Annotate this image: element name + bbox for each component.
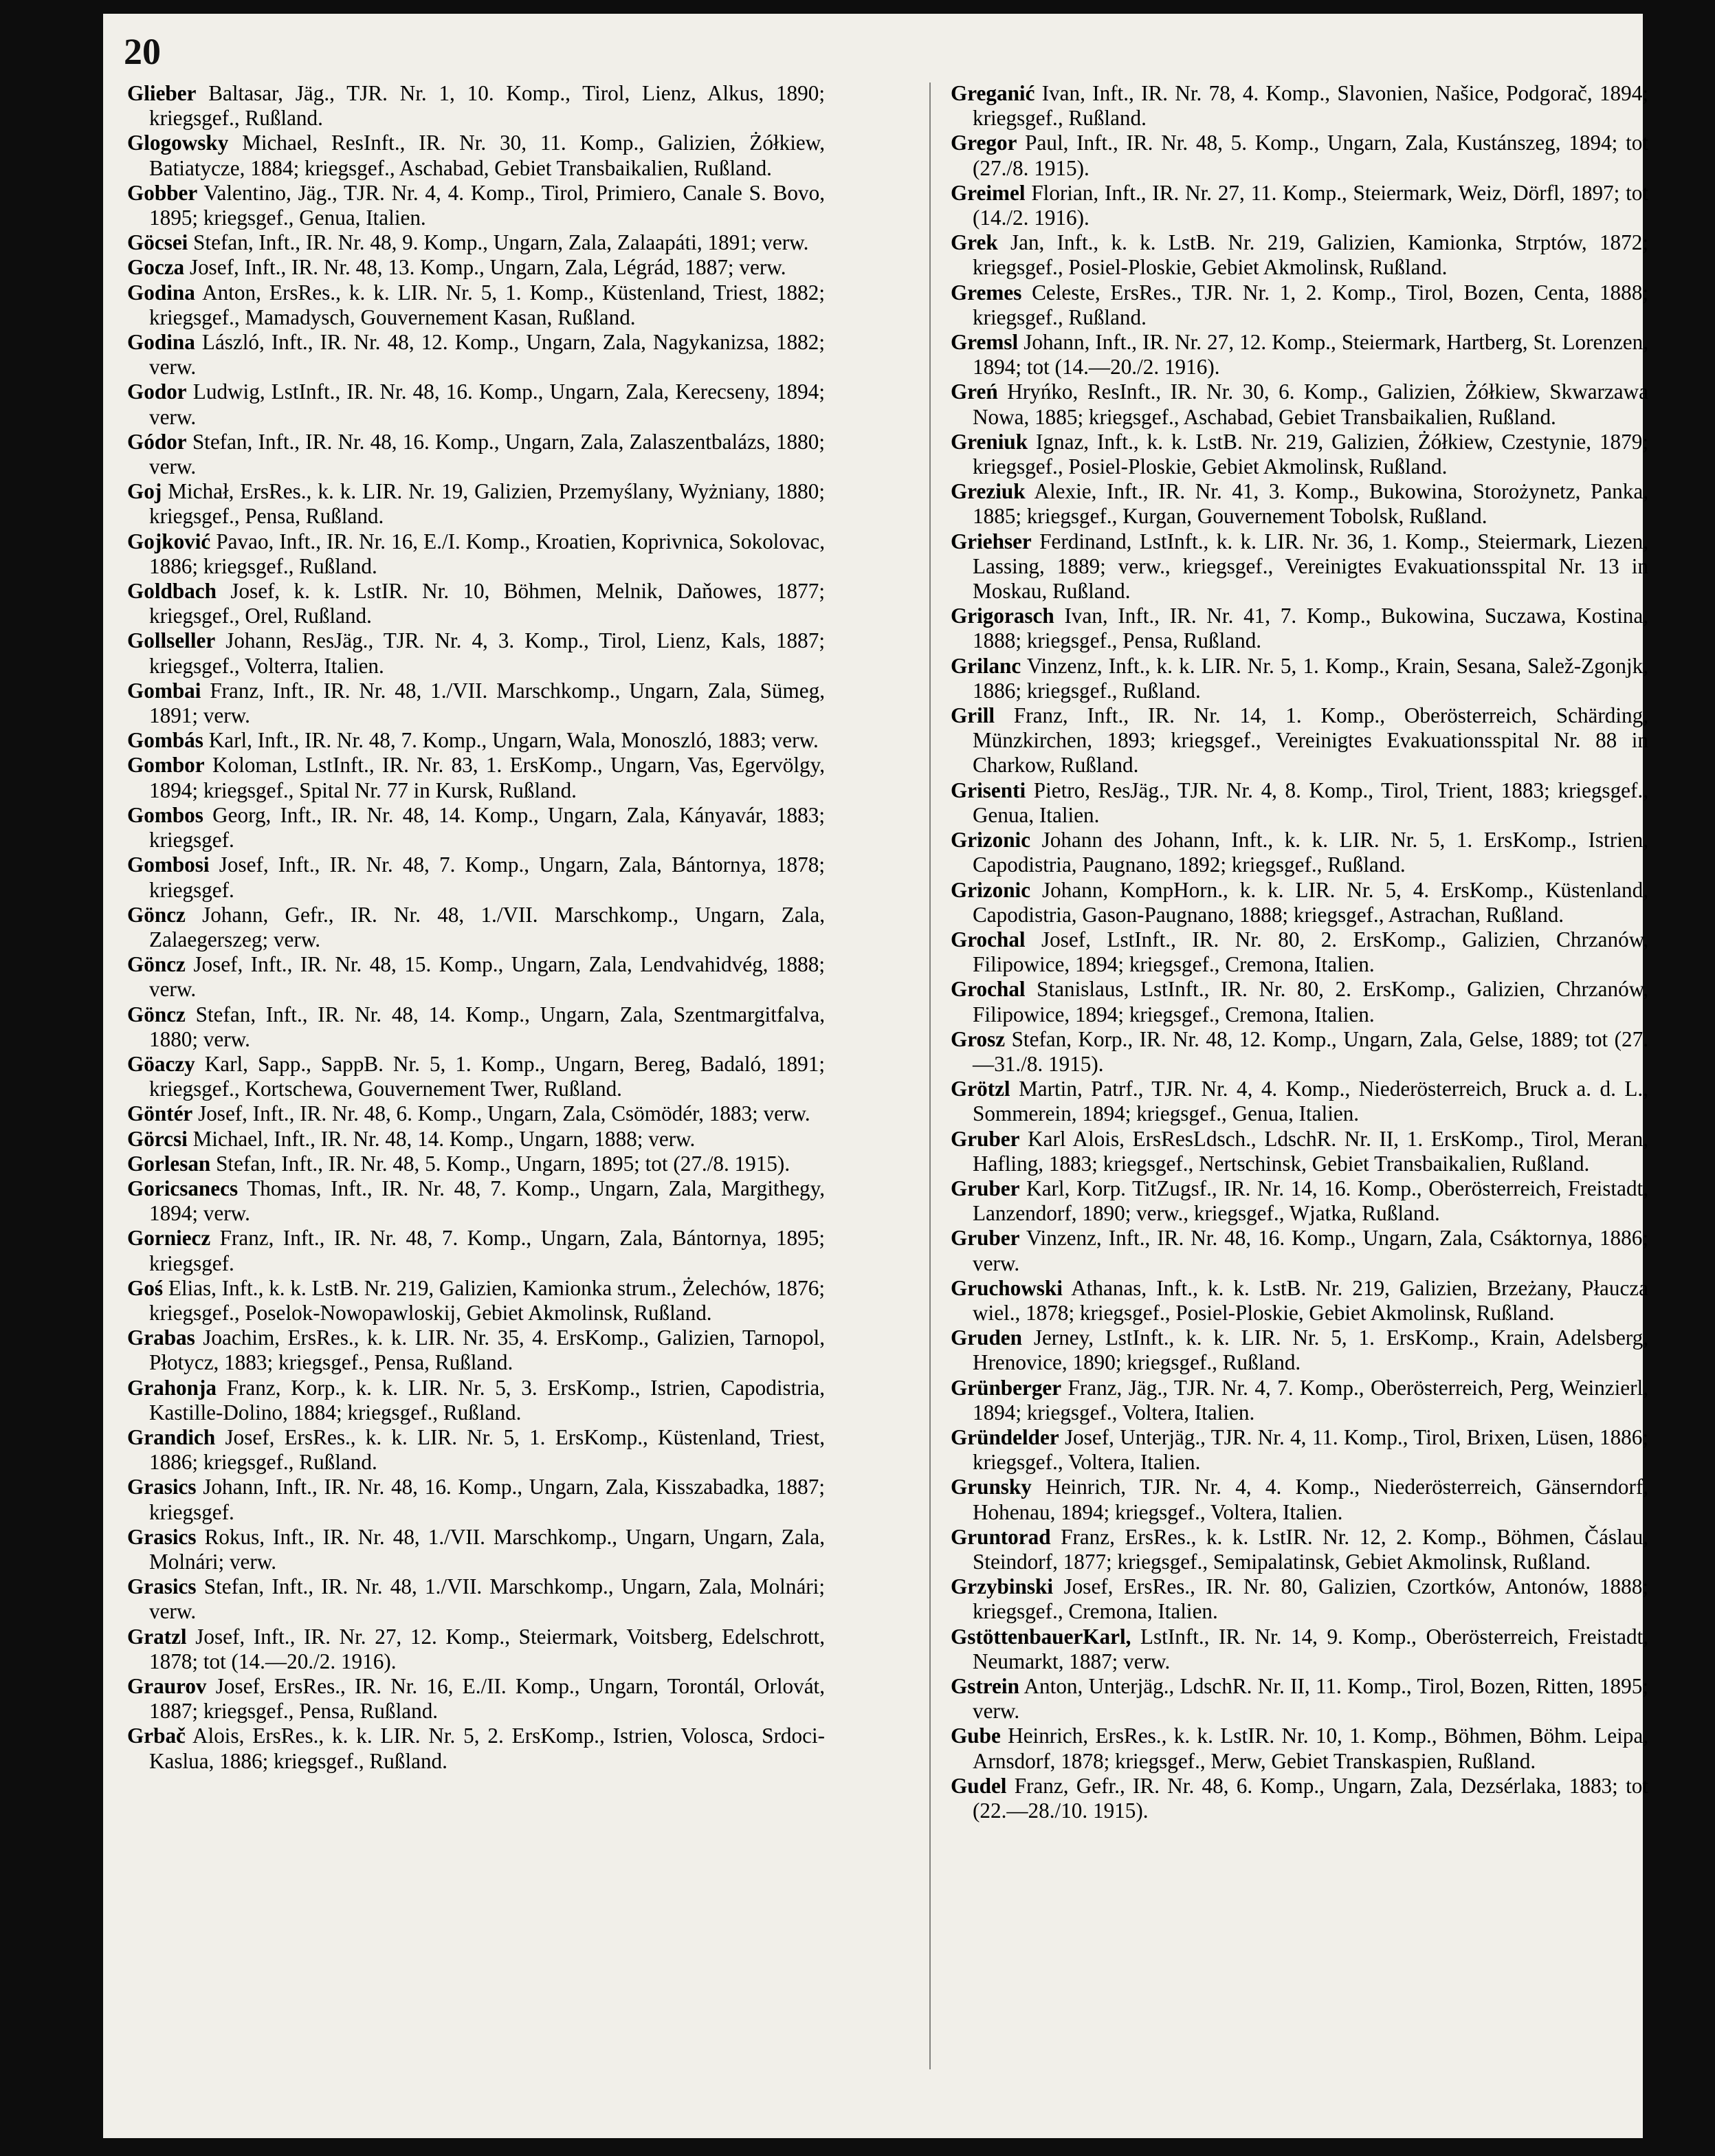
- casualty-entry: [951, 828, 1648, 877]
- entry-details: Stefan, Korp., IR. Nr. 48, 12. Komp., Ungarn, Zala, Gelse, 1889; tot (27.—31./8. 1915).: [973, 1026, 1649, 1076]
- casualty-entry: [951, 280, 1648, 330]
- entry-surname: Goldbach: [127, 579, 217, 604]
- entry-details: Alois, ErsRes., k. k. LIR. Nr. 5, 2. ErsKomp., Istrien, Volosca, Srdoci-Kaslua, 1886; kriegsgef., Rußland.: [149, 1724, 825, 1773]
- entry-details: Ferdinand, LstInft., k. k. LIR. Nr. 36, 1. Komp., Steiermark, Liezen, Lassing, 1889; verw., kriegsgef., Vereinigtes Evakuationsspital Nr. 13 in Moskau, Rußland.: [973, 529, 1649, 604]
- entry-surname: Göcsei: [127, 230, 188, 255]
- casualty-entry: [127, 1176, 825, 1226]
- entry-details: Stefan, Inft., IR. Nr. 48, 14. Komp., Ungarn, Zala, Szentmargitfalva, 1880; verw.: [149, 1002, 826, 1051]
- entry-surname: Grisenti: [951, 778, 1026, 802]
- entry-surname: Göncz: [127, 902, 186, 927]
- entry-surname: Gruchowski: [951, 1275, 1063, 1300]
- casualty-entry: [951, 778, 1648, 828]
- casualty-entry: [127, 1574, 825, 1624]
- casualty-entry: [951, 1176, 1648, 1226]
- entry-surname: Gruber: [951, 1126, 1020, 1151]
- entry-details: Stefan, Inft., IR. Nr. 48, 16. Komp., Ungarn, Zala, Zalaszentbalázs, 1880; verw.: [149, 429, 825, 479]
- entry-details: Vinzenz, Inft., k. k. LIR. Nr. 5, 1. Komp., Krain, Sesana, Salež-Zgonjk, 1886; kriegsgef., Rußland.: [973, 653, 1648, 703]
- entry-surname: Gruden: [951, 1326, 1022, 1350]
- casualty-entry: [951, 878, 1648, 927]
- entry-details: Johann, Inft., IR. Nr. 48, 16. Komp., Ungarn, Zala, Kisszabadka, 1887; kriegsgef.: [149, 1475, 826, 1524]
- entry-surname: Gremsl: [951, 330, 1019, 355]
- entry-details: Johann, Gefr., IR. Nr. 48, 1./VII. Marschkomp., Ungarn, Zala, Zalaegerszeg; verw.: [149, 902, 826, 952]
- entry-details: Josef, Unterjäg., TJR. Nr. 4, 11. Komp., Tirol, Brixen, Lüsen, 1886; kriegsgef., Voltera, Italien.: [973, 1424, 1649, 1475]
- entry-details: Josef, Inft., IR. Nr. 48, 13. Komp., Ungarn, Zala, Légrád, 1887; verw.: [189, 255, 786, 280]
- entry-surname: Grahonja: [127, 1375, 217, 1400]
- entry-details: Franz, Gefr., IR. Nr. 48, 6. Komp., Ungarn, Zala, Dezsérlaka, 1883; tot (22.—28./10. 1915).: [973, 1773, 1648, 1823]
- casualty-entry: [127, 230, 825, 255]
- entry-surname: Grbač: [127, 1724, 186, 1748]
- casualty-entry: [127, 1002, 825, 1052]
- left-column: [127, 81, 825, 1774]
- entry-details: Josef, Inft., IR. Nr. 27, 12. Komp., Steiermark, Voitsberg, Edelschrott, 1878; tot (14.—20./2. 1916).: [149, 1624, 826, 1673]
- entry-surname: Greimel: [951, 180, 1026, 205]
- entry-details: Heinrich, TJR. Nr. 4, 4. Komp., Niederösterreich, Gänserndorf, Hohenau, 1894; kriegsgef., Voltera, Italien.: [973, 1475, 1649, 1524]
- entry-surname: Grabas: [127, 1326, 195, 1350]
- entry-details: Josef, Inft., IR. Nr. 48, 15. Komp., Ungarn, Zala, Lendvahidvég, 1888; verw.: [149, 952, 825, 1002]
- entry-details: Josef, LstInft., IR. Nr. 80, 2. ErsKomp., Galizien, Chrzanów, Filipowice, 1894; kriegsgef., Cremona, Italien.: [973, 927, 1648, 977]
- casualty-entry: [127, 1127, 825, 1152]
- casualty-entry: [127, 131, 825, 180]
- entry-surname: Gombos: [127, 802, 203, 827]
- entry-surname: Gombor: [127, 753, 205, 778]
- casualty-entry: [127, 280, 825, 330]
- casualty-entry: [127, 1376, 825, 1425]
- casualty-entry: [951, 1525, 1648, 1574]
- casualty-entry: [951, 1774, 1648, 1823]
- entry-surname: Gründelder: [951, 1424, 1059, 1449]
- entry-details: Florian, Inft., IR. Nr. 27, 11. Komp., Steiermark, Weiz, Dörfl, 1897; tot (14./2. 1916).: [973, 180, 1649, 230]
- entry-surname: Gube: [951, 1724, 1001, 1748]
- entry-surname: Gojković: [127, 529, 211, 553]
- entry-surname: Greniuk: [951, 429, 1028, 454]
- casualty-entry: [951, 1027, 1648, 1077]
- entry-surname: Grandich: [127, 1424, 216, 1449]
- entry-surname: Grizonic: [951, 828, 1031, 852]
- casualty-entry: [951, 1376, 1648, 1425]
- entry-surname: Goś: [127, 1275, 163, 1300]
- entry-details: Karl, Korp. TitZugsf., IR. Nr. 14, 16. Komp., Oberösterreich, Freistadt, Lanzendorf, 1890; verw., kriegsgef., Wjatka, Rußland.: [973, 1176, 1649, 1226]
- entry-surname: Göntér: [127, 1101, 193, 1126]
- casualty-entry: [951, 1625, 1648, 1674]
- casualty-entry: [951, 181, 1648, 230]
- entry-surname: GstöttenbauerKarl,: [951, 1624, 1131, 1649]
- entry-details: Anton, Unterjäg., LdschR. Nr. II, 11. Komp., Tirol, Bozen, Ritten, 1895; verw.: [973, 1674, 1649, 1724]
- entry-surname: Gudel: [951, 1773, 1007, 1798]
- entry-details: Martin, Patrf., TJR. Nr. 4, 4. Komp., Niederösterreich, Bruck a. d. L., Sommerein, 1894; kriegsgef., Genua, Italien.: [973, 1077, 1649, 1126]
- entry-details: László, Inft., IR. Nr. 48, 12. Komp., Ungarn, Zala, Nagykanizsa, 1882; verw.: [149, 330, 826, 380]
- entry-surname: Grunsky: [951, 1475, 1032, 1499]
- entry-surname: Grasics: [127, 1574, 197, 1599]
- entry-details: LstInft., IR. Nr. 14, 9. Komp., Oberösterreich, Freistadt, Neumarkt, 1887; verw.: [973, 1624, 1648, 1673]
- casualty-entry: [127, 380, 825, 429]
- entry-surname: Gorlesan: [127, 1151, 211, 1176]
- entry-surname: Greganić: [951, 81, 1035, 105]
- entry-details: Ivan, Inft., IR. Nr. 41, 7. Komp., Bukowina, Suczawa, Kostina, 1888; kriegsgef., Pensa, Rußland.: [973, 604, 1648, 653]
- entry-details: Josef, ErsRes., IR. Nr. 16, E./II. Komp., Ungarn, Torontál, Orlovát, 1887; kriegsgef., Pensa, Rußland.: [149, 1674, 826, 1724]
- casualty-entry: [951, 1127, 1648, 1176]
- entry-surname: Gódor: [127, 429, 187, 454]
- casualty-entry: [127, 803, 825, 852]
- casualty-entry: [127, 330, 825, 380]
- entry-details: Karl, Inft., IR. Nr. 48, 7. Komp., Ungarn, Wala, Monoszló, 1883; verw.: [208, 728, 819, 753]
- entry-surname: Glogowsky: [127, 131, 229, 155]
- casualty-entry: [127, 1326, 825, 1375]
- entry-details: Michał, ErsRes., k. k. LIR. Nr. 19, Galizien, Przemyślany, Wyżniany, 1880; kriegsgef., Pensa, Rußland.: [149, 479, 826, 529]
- page-number: 20: [124, 31, 161, 72]
- entry-surname: Gocza: [127, 255, 185, 280]
- entry-details: Joachim, ErsRes., k. k. LIR. Nr. 35, 4. ErsKomp., Galizien, Tarnopol, Płotycz, 1883; kriegsgef., Pensa, Rußland.: [149, 1326, 825, 1375]
- entry-surname: Grünberger: [951, 1375, 1062, 1400]
- entry-surname: Gratzl: [127, 1624, 187, 1649]
- casualty-entry: [127, 1052, 825, 1101]
- casualty-entry: [951, 529, 1648, 604]
- entry-details: Pavao, Inft., IR. Nr. 16, E./I. Komp., Kroatien, Koprivnica, Sokolovac, 1886; kriegsgef., Rußland.: [149, 529, 826, 578]
- entry-details: Franz, Korp., k. k. LIR. Nr. 5, 3. ErsKomp., Istrien, Capodistria, Kastille-Dolino, 1884; kriegsgef., Rußland.: [149, 1375, 825, 1424]
- entry-details: Rokus, Inft., IR. Nr. 48, 1./VII. Marschkomp., Ungarn, Ungarn, Zala, Molnári; verw.: [149, 1524, 826, 1574]
- entry-details: Ludwig, LstInft., IR. Nr. 48, 16. Komp., Ungarn, Zala, Kerecseny, 1894; verw.: [149, 380, 826, 429]
- entry-details: Michael, ResInft., IR. Nr. 30, 11. Komp., Galizien, Żółkiew, Batiatycze, 1884; kriegsgef., Aschabad, Gebiet Transbaikalien, Rußland.: [149, 131, 825, 180]
- casualty-entry: [127, 1724, 825, 1773]
- entry-details: Valentino, Jäg., TJR. Nr. 4, 4. Komp., Tirol, Primiero, Canale S. Bovo, 1895; kriegsgef., Genua, Italien.: [149, 180, 825, 230]
- entry-surname: Grosz: [951, 1026, 1006, 1051]
- entry-details: Franz, Jäg., TJR. Nr. 4, 7. Komp., Oberösterreich, Perg, Weinzierl, 1894; kriegsgef., Voltera, Italien.: [973, 1375, 1648, 1424]
- entry-details: Franz, Inft., IR. Nr. 48, 1./VII. Marschkomp., Ungarn, Zala, Sümeg, 1891; verw.: [149, 678, 825, 728]
- casualty-entry: [127, 430, 825, 479]
- casualty-entry: [127, 903, 825, 952]
- entry-surname: Griehser: [951, 529, 1032, 553]
- entry-details: Jan, Inft., k. k. LstB. Nr. 219, Galizien, Kamionka, Strptów, 1872; kriegsgef., Posiel-Ploskie, Gebiet Akmolinsk, Rußland.: [973, 230, 1648, 280]
- casualty-entry: [951, 1077, 1648, 1126]
- casualty-entry: [951, 479, 1648, 529]
- casualty-entry: [127, 579, 825, 628]
- casualty-entry: [951, 1326, 1648, 1375]
- entry-details: Stanislaus, LstInft., IR. Nr. 80, 2. ErsKomp., Galizien, Chrzanów, Filipowice, 1894; kriegsgef., Cremona, Italien.: [973, 977, 1649, 1026]
- casualty-entry: [127, 1101, 825, 1126]
- entry-details: Josef, ErsRes., k. k. LIR. Nr. 5, 1. ErsKomp., Küstenland, Triest, 1886; kriegsgef., Rußland.: [149, 1424, 826, 1475]
- entry-details: Josef, Inft., IR. Nr. 48, 7. Komp., Ungarn, Zala, Bántornya, 1878; kriegsgef.: [149, 852, 825, 902]
- entry-surname: Göncz: [127, 1002, 186, 1026]
- entry-surname: Göncz: [127, 952, 186, 977]
- entry-surname: Görcsi: [127, 1126, 188, 1151]
- right-column: [951, 81, 1648, 1823]
- casualty-entry: [127, 1525, 825, 1574]
- entry-surname: Grochal: [951, 927, 1026, 952]
- entry-details: Alexie, Inft., IR. Nr. 41, 3. Komp., Bukowina, Storożynetz, Panka, 1885; kriegsgef., Kurgan, Gouvernement Tobolsk, Rußland.: [973, 479, 1648, 529]
- entry-details: Ivan, Inft., IR. Nr. 78, 4. Komp., Slavonien, Našice, Podgorač, 1894; kriegsgef., Rußland.: [973, 81, 1648, 131]
- entry-surname: Grasics: [127, 1524, 197, 1549]
- entry-surname: Grigorasch: [951, 604, 1054, 628]
- casualty-entry: [951, 927, 1648, 977]
- entry-surname: Gobber: [127, 180, 198, 205]
- entry-details: Josef, ErsRes., IR. Nr. 80, Galizien, Czortków, Antonów, 1888; kriegsgef., Cremona, Italien.: [973, 1574, 1648, 1624]
- casualty-entry: [951, 380, 1648, 429]
- entry-details: Athanas, Inft., k. k. LstB. Nr. 219, Galizien, Brzeżany, Płaucza wiel., 1878; kriegsgef., Posiel-Ploskie, Gebiet Akmolinsk, Rußland.: [973, 1275, 1648, 1325]
- casualty-entry: [951, 703, 1648, 778]
- casualty-entry: [951, 604, 1648, 653]
- casualty-entry: [127, 1425, 825, 1475]
- casualty-entry: [951, 230, 1648, 280]
- entry-surname: Godina: [127, 280, 195, 305]
- entry-surname: Gollseller: [127, 628, 216, 653]
- casualty-entry: [127, 81, 825, 131]
- column-divider: [929, 82, 931, 2069]
- entry-surname: Gruber: [951, 1176, 1020, 1200]
- entry-surname: Gstrein: [951, 1674, 1019, 1698]
- entry-details: Franz, Inft., IR. Nr. 14, 1. Komp., Oberösterreich, Schärding, Münzkirchen, 1893; kriegsgef., Vereinigtes Evakuationsspital Nr. 88 in Charkow, Rußland.: [973, 703, 1649, 778]
- entry-details: Ignaz, Inft., k. k. LstB. Nr. 219, Galizien, Żółkiew, Czestynie, 1879; kriegsgef., Posiel-Ploskie, Gebiet Akmolinsk, Rußland.: [973, 429, 1648, 479]
- entry-surname: Greziuk: [951, 479, 1026, 504]
- entry-surname: Grizonic: [951, 877, 1031, 902]
- entry-details: Koloman, LstInft., IR. Nr. 83, 1. ErsKomp., Ungarn, Vas, Egervölgy, 1894; kriegsgef., Spital Nr. 77 in Kursk, Rußland.: [149, 753, 825, 802]
- casualty-entry: [127, 255, 825, 280]
- entry-surname: Greń: [951, 380, 998, 404]
- entry-surname: Graurov: [127, 1674, 207, 1698]
- entry-surname: Grek: [951, 230, 998, 255]
- casualty-entry: [951, 430, 1648, 479]
- entry-details: Johann, Inft., IR. Nr. 27, 12. Komp., Steiermark, Hartberg, St. Lorenzen, 1894; tot (14.—20./2. 1916).: [973, 330, 1648, 380]
- entry-details: Johann, KompHorn., k. k. LIR. Nr. 5, 4. ErsKomp., Küstenland, Capodistria, Gason-Paugnano, 1888; kriegsgef., Astrachan, Rußland.: [973, 877, 1649, 927]
- casualty-entry: [127, 181, 825, 230]
- casualty-entry: [951, 1425, 1648, 1475]
- entry-surname: Glieber: [127, 81, 197, 105]
- entry-details: Paul, Inft., IR. Nr. 48, 5. Komp., Ungarn, Zala, Kustánszeg, 1894; tot (27./8. 1915).: [973, 131, 1648, 180]
- entry-details: Stefan, Inft., IR. Nr. 48, 9. Komp., Ungarn, Zala, Zalaapáti, 1891; verw.: [193, 230, 809, 255]
- entry-surname: Goj: [127, 479, 162, 504]
- casualty-entry: [127, 1226, 825, 1275]
- entry-details: Josef, k. k. LstIR. Nr. 10, Böhmen, Melnik, Daňowes, 1877; kriegsgef., Orel, Rußland.: [149, 579, 825, 628]
- casualty-entry: [127, 1152, 825, 1176]
- entry-surname: Grasics: [127, 1475, 197, 1499]
- entry-details: Johann des Johann, Inft., k. k. LIR. Nr. 5, 1. ErsKomp., Istrien, Capodistria, Paugnano, 1892; kriegsgef., Rußland.: [973, 828, 1648, 877]
- casualty-entry: [127, 1276, 825, 1326]
- entry-surname: Göaczy: [127, 1051, 195, 1076]
- entry-surname: Grzybinski: [951, 1574, 1054, 1599]
- entry-details: Jerney, LstInft., k. k. LIR. Nr. 5, 1. ErsKomp., Krain, Adelsberg, Hrenovice, 1890; kriegsgef., Rußland.: [973, 1326, 1649, 1375]
- entry-details: Hryńko, ResInft., IR. Nr. 30, 6. Komp., Galizien, Żółkiew, Skwarzawa Nowa, 1885; kriegsgef., Aschabad, Gebiet Transbaikalien, Rußland.: [973, 380, 1648, 429]
- casualty-entry: [951, 330, 1648, 380]
- entry-details: Stefan, Inft., IR. Nr. 48, 1./VII. Marschkomp., Ungarn, Zala, Molnári; verw.: [149, 1574, 825, 1624]
- entry-surname: Godor: [127, 380, 187, 404]
- entry-surname: Grochal: [951, 977, 1026, 1002]
- casualty-entry: [951, 1276, 1648, 1326]
- entry-details: Stefan, Inft., IR. Nr. 48, 5. Komp., Ungarn, 1895; tot (27./8. 1915).: [216, 1151, 790, 1176]
- casualty-entry: [951, 81, 1648, 131]
- entry-surname: Grötzl: [951, 1077, 1010, 1101]
- casualty-entry: [951, 1724, 1648, 1773]
- casualty-entry: [127, 1625, 825, 1674]
- casualty-entry: [127, 628, 825, 678]
- entry-details: Johann, ResJäg., TJR. Nr. 4, 3. Komp., Tirol, Lienz, Kals, 1887; kriegsgef., Volterra, Italien.: [149, 628, 825, 678]
- entry-details: Michael, Inft., IR. Nr. 48, 14. Komp., Ungarn, 1888; verw.: [192, 1126, 696, 1151]
- casualty-entry: [127, 679, 825, 728]
- entry-surname: Gruntorad: [951, 1524, 1051, 1549]
- entry-details: Georg, Inft., IR. Nr. 48, 14. Komp., Ungarn, Zala, Kányavár, 1883; kriegsgef.: [149, 802, 825, 852]
- casualty-entry: [127, 753, 825, 802]
- casualty-entry: [127, 852, 825, 902]
- casualty-entry: [127, 952, 825, 1002]
- entry-details: Karl, Sapp., SappB. Nr. 5, 1. Komp., Ungarn, Bereg, Badaló, 1891; kriegsgef., Kortschewa, Gouvernement Twer, Rußland.: [149, 1051, 825, 1101]
- casualty-entry: [127, 479, 825, 529]
- entry-surname: Gruber: [951, 1226, 1020, 1251]
- casualty-entry: [127, 529, 825, 579]
- entry-surname: Gremes: [951, 280, 1022, 305]
- entry-surname: Gombosi: [127, 852, 210, 877]
- entry-details: Anton, ErsRes., k. k. LIR. Nr. 5, 1. Komp., Küstenland, Triest, 1882; kriegsgef., Mamadysch, Gouvernement Kasan, Rußland.: [149, 280, 825, 329]
- casualty-entry: [951, 654, 1648, 703]
- casualty-entry: [951, 977, 1648, 1026]
- entry-details: Celeste, ErsRes., TJR. Nr. 1, 2. Komp., Tirol, Bozen, Centa, 1888; kriegsgef., Rußland.: [973, 280, 1649, 329]
- casualty-entry: [951, 1475, 1648, 1524]
- casualty-entry: [127, 1475, 825, 1524]
- entry-surname: Gregor: [951, 131, 1017, 155]
- entry-details: Thomas, Inft., IR. Nr. 48, 7. Komp., Ungarn, Zala, Margithegy, 1894; verw.: [149, 1176, 825, 1226]
- entry-details: Pietro, ResJäg., TJR. Nr. 4, 8. Komp., Tirol, Trient, 1883; kriegsgef., Genua, Italien.: [973, 778, 1648, 827]
- casualty-entry: [951, 1574, 1648, 1624]
- entry-surname: Gombás: [127, 728, 203, 753]
- entry-surname: Grilanc: [951, 653, 1021, 678]
- entry-details: Vinzenz, Inft., IR. Nr. 48, 16. Komp., Ungarn, Zala, Csáktornya, 1886; verw.: [973, 1226, 1648, 1275]
- entry-surname: Godina: [127, 330, 195, 355]
- entry-details: Josef, Inft., IR. Nr. 48, 6. Komp., Ungarn, Zala, Csömödér, 1883; verw.: [198, 1101, 810, 1126]
- casualty-entry: [951, 1226, 1648, 1275]
- entry-details: Baltasar, Jäg., TJR. Nr. 1, 10. Komp., Tirol, Lienz, Alkus, 1890; kriegsgef., Rußland.: [149, 81, 825, 131]
- entry-details: Elias, Inft., k. k. LstB. Nr. 219, Galizien, Kamionka strum., Żelechów, 1876; kriegsgef., Poselok-Nowopawloskij, Gebiet Akmolinsk, Rußland.: [149, 1275, 825, 1325]
- entry-surname: Gombai: [127, 678, 201, 703]
- casualty-entry: [127, 728, 825, 753]
- entry-details: Karl Alois, ErsResLdsch., LdschR. Nr. II, 1. ErsKomp., Tirol, Meran, Hafling, 1883; kriegsgef., Nertschinsk, Gebiet Transbaikalien, Rußland.: [973, 1126, 1648, 1176]
- entry-details: Franz, ErsRes., k. k. LstIR. Nr. 12, 2. Komp., Böhmen, Čáslau, Steindorf, 1877; kriegsgef., Semipalatinsk, Gebiet Akmolinsk, Rußland.: [973, 1524, 1648, 1574]
- casualty-entry: [127, 1674, 825, 1724]
- casualty-entry: [951, 1674, 1648, 1724]
- entry-surname: Gorniecz: [127, 1226, 211, 1251]
- entry-surname: Goricsanecs: [127, 1176, 239, 1200]
- entry-surname: Grill: [951, 703, 995, 728]
- entry-details: Heinrich, ErsRes., k. k. LstIR. Nr. 10, 1. Komp., Böhmen, Böhm. Leipa, Arnsdorf, 1878; kriegsgef., Merw, Gebiet Transkaspien, Rußland.: [973, 1724, 1648, 1773]
- entry-details: Franz, Inft., IR. Nr. 48, 7. Komp., Ungarn, Zala, Bántornya, 1895; kriegsgef.: [149, 1226, 826, 1275]
- casualty-entry: [951, 131, 1648, 180]
